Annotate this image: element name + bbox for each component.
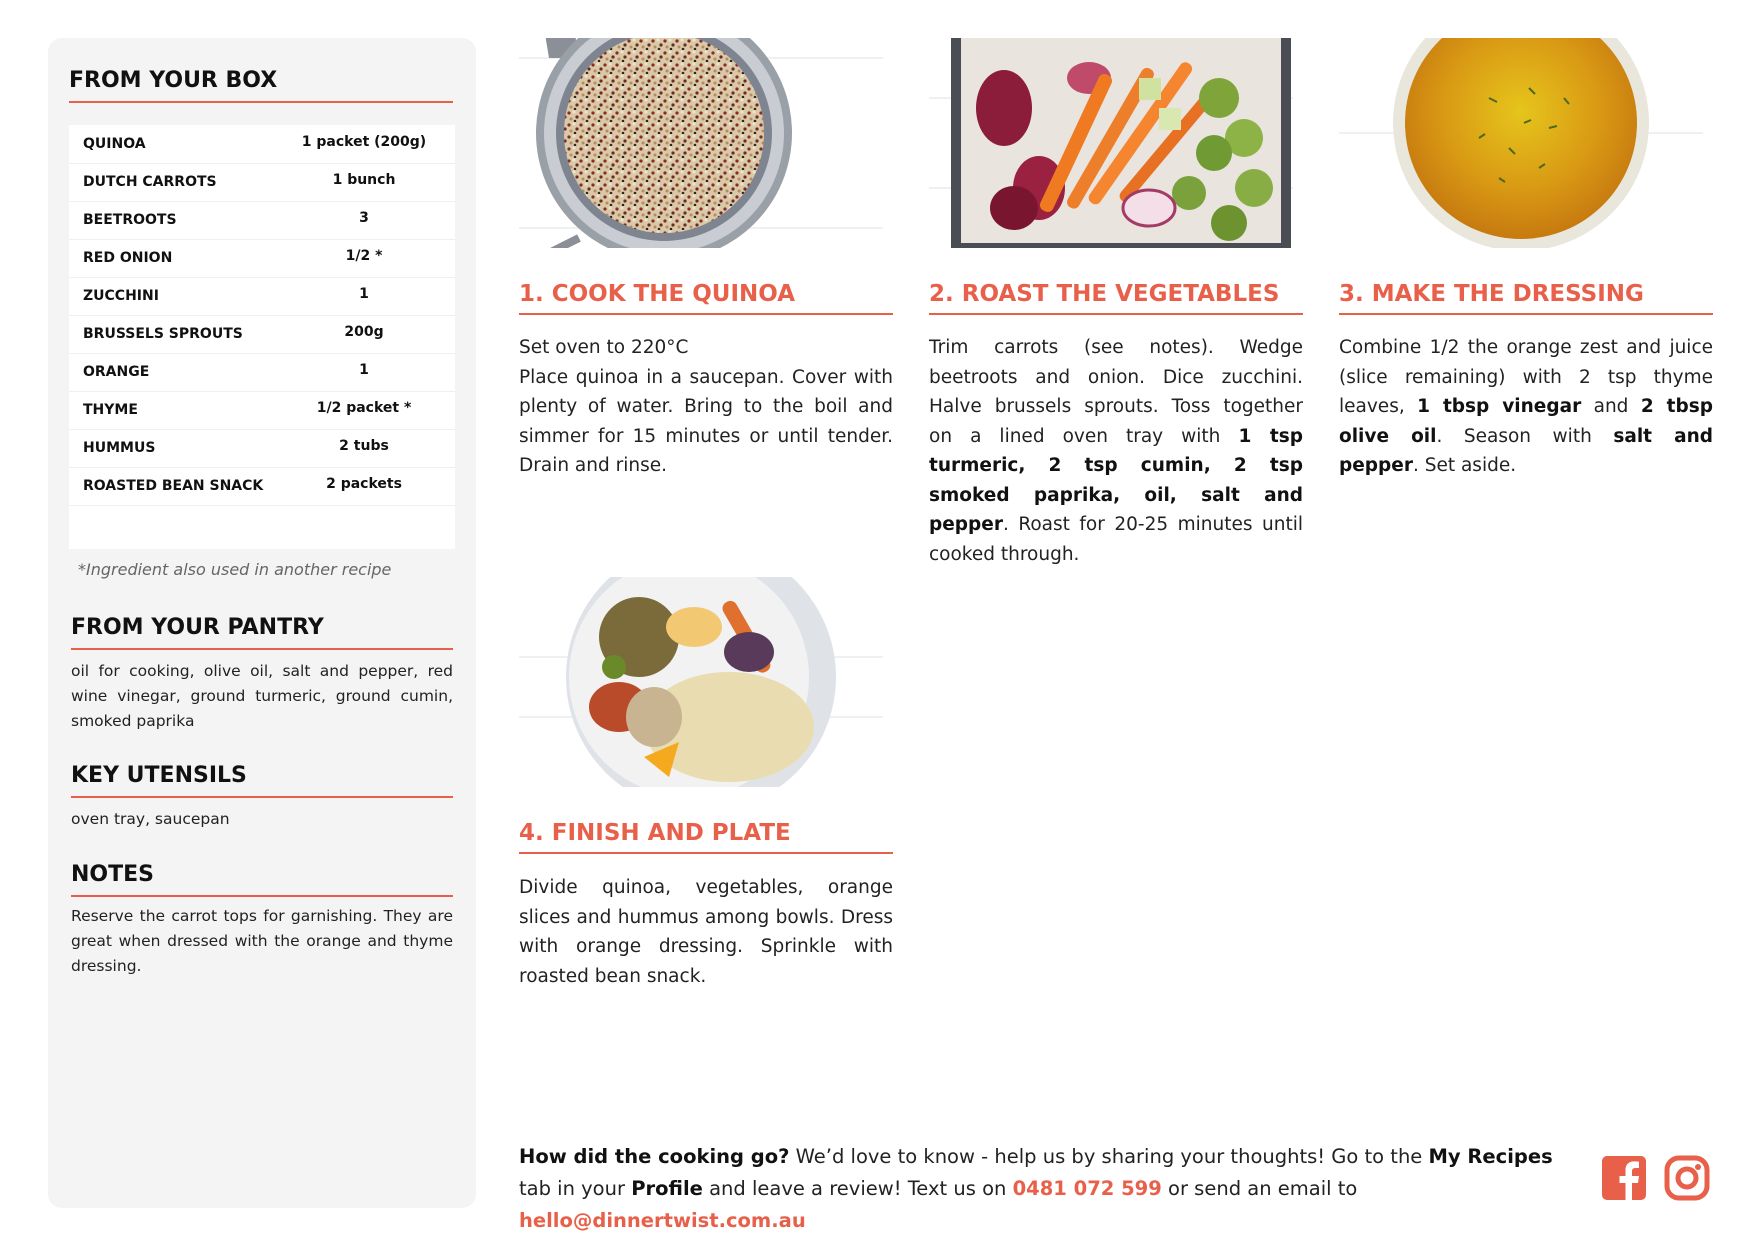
utensils-section-title: KEY UTENSILS [71, 763, 453, 798]
ingredient-quantity: 1/2 * [345, 248, 383, 264]
table-row [69, 163, 455, 202]
table-row [69, 467, 455, 506]
pantry-text: oil for cooking, olive oil, salt and pepper, red wine vinegar, ground turmeric, ground cumin, smoked paprika [71, 662, 453, 730]
ingredient-quantity: 1 [359, 286, 369, 302]
ingredient-quantity: 1 [359, 362, 369, 378]
table-row [69, 429, 455, 468]
ingredient-quantity: 1 packet (200g) [301, 134, 427, 150]
step-1-title: 1. COOK THE QUINOA [519, 281, 893, 315]
step-3-photo [1339, 38, 1703, 248]
emphasis-text: 1 tsp turmeric, 2 tsp cumin, 2 tsp smoked paprika, oil, salt and pepper [929, 425, 1303, 535]
ingredient-quantity: 1/2 packet * [316, 400, 412, 416]
ingredient-quantity: 3 [359, 210, 369, 226]
step-2-text [929, 333, 1303, 569]
ingredient-name: HUMMUS [83, 440, 156, 456]
table-row [69, 239, 455, 278]
table-row [69, 391, 455, 430]
step-4-photo [519, 577, 883, 787]
feedback-message [519, 1141, 1579, 1237]
ingredient-name: THYME [83, 402, 138, 418]
notes-text: Reserve the carrot tops for garnishing. They are great when dressed with the orange and thyme dressing. [71, 907, 453, 975]
facebook-icon[interactable] [1601, 1155, 1647, 1201]
ingredient-name: ZUCCHINI [83, 288, 159, 304]
body-text-run: . Roast for 20-25 minutes until cooked through. [929, 514, 1303, 565]
step-2-photo [929, 38, 1293, 248]
body-text-run: and leave a review! Text us on [702, 1177, 1013, 1200]
body-text-run: and [1581, 396, 1641, 417]
step-4-text [519, 873, 893, 991]
notes-section-title: NOTES [71, 862, 453, 897]
emphasis-text: Profile [631, 1177, 703, 1200]
ingredient-name: ORANGE [83, 364, 150, 380]
ingredient-quantity: 200g [344, 324, 384, 340]
emphasis-text: salt and pepper [1339, 425, 1713, 476]
body-text-run: Combine 1/2 the orange zest and juice (slice remaining) with 2 tsp thyme leaves, [1339, 337, 1713, 417]
body-text-run: Place quinoa in a saucepan. Cover with plenty of water. Bring to the boil and simmer for 15 minutes or until tender. Drain and rinse. [519, 366, 893, 476]
emphasis-text: My Recipes [1428, 1145, 1553, 1168]
table-row [69, 201, 455, 240]
ingredient-quantity: 2 packets [326, 476, 402, 492]
ingredient-name: RED ONION [83, 250, 173, 266]
ingredient-name: ROASTED BEAN SNACK [83, 478, 264, 494]
table-row [69, 315, 455, 354]
body-text-run: . Set aside. [1412, 455, 1517, 476]
ingredients-table [69, 125, 455, 549]
contact-link[interactable]: hello@dinnertwist.com.au [519, 1209, 806, 1232]
body-text-run: tab in your [519, 1177, 632, 1200]
table-row [69, 125, 455, 164]
ingredient-name: BRUSSELS SPROUTS [83, 326, 243, 342]
body-text-run: We’d love to know - help us by sharing your thoughts! Go to the [789, 1145, 1429, 1168]
step-3-title: 3. MAKE THE DRESSING [1339, 281, 1713, 315]
ingredient-name: BEETROOTS [83, 212, 177, 228]
step-1-text [519, 333, 893, 481]
emphasis-text: How did the cooking go? [519, 1145, 790, 1168]
body-text-run: or send an email to [1161, 1177, 1358, 1200]
body-text-run: Divide quinoa, vegetables, orange slices and hummus among bowls. Dress with orange dressing. Sprinkle with roasted bean snack. [519, 877, 893, 987]
step-1-photo [519, 38, 883, 248]
emphasis-text: 2 tbsp olive oil [1339, 396, 1713, 447]
step-2-title: 2. ROAST THE VEGETABLES [929, 281, 1303, 315]
step-4-title: 4. FINISH AND PLATE [519, 820, 893, 854]
table-row [69, 277, 455, 316]
body-text-run: Set oven to 220°C [519, 337, 689, 358]
pantry-section-title: FROM YOUR PANTRY [71, 615, 453, 650]
ingredient-name: DUTCH CARROTS [83, 174, 217, 190]
table-row [69, 353, 455, 392]
emphasis-text: 1 tbsp vinegar [1417, 396, 1582, 417]
contact-link[interactable]: 0481 072 599 [1012, 1177, 1162, 1200]
ingredient-quantity: 2 tubs [339, 438, 389, 454]
box-section-title: FROM YOUR BOX [69, 68, 453, 103]
body-text-run: . Season with [1436, 425, 1614, 447]
utensils-text: oven tray, saucepan [71, 810, 230, 828]
body-text-run: Trim carrots (see notes). Wedge beetroots and onion. Dice zucchini. Halve brussels sprouts. Toss together on a lined oven tray with [929, 337, 1303, 447]
ingredient-quantity: 1 bunch [332, 172, 396, 188]
ingredient-footnote: *Ingredient also used in another recipe [78, 560, 392, 579]
instagram-icon[interactable] [1664, 1155, 1710, 1201]
ingredient-name: QUINOA [83, 136, 146, 152]
step-3-text [1339, 333, 1713, 481]
